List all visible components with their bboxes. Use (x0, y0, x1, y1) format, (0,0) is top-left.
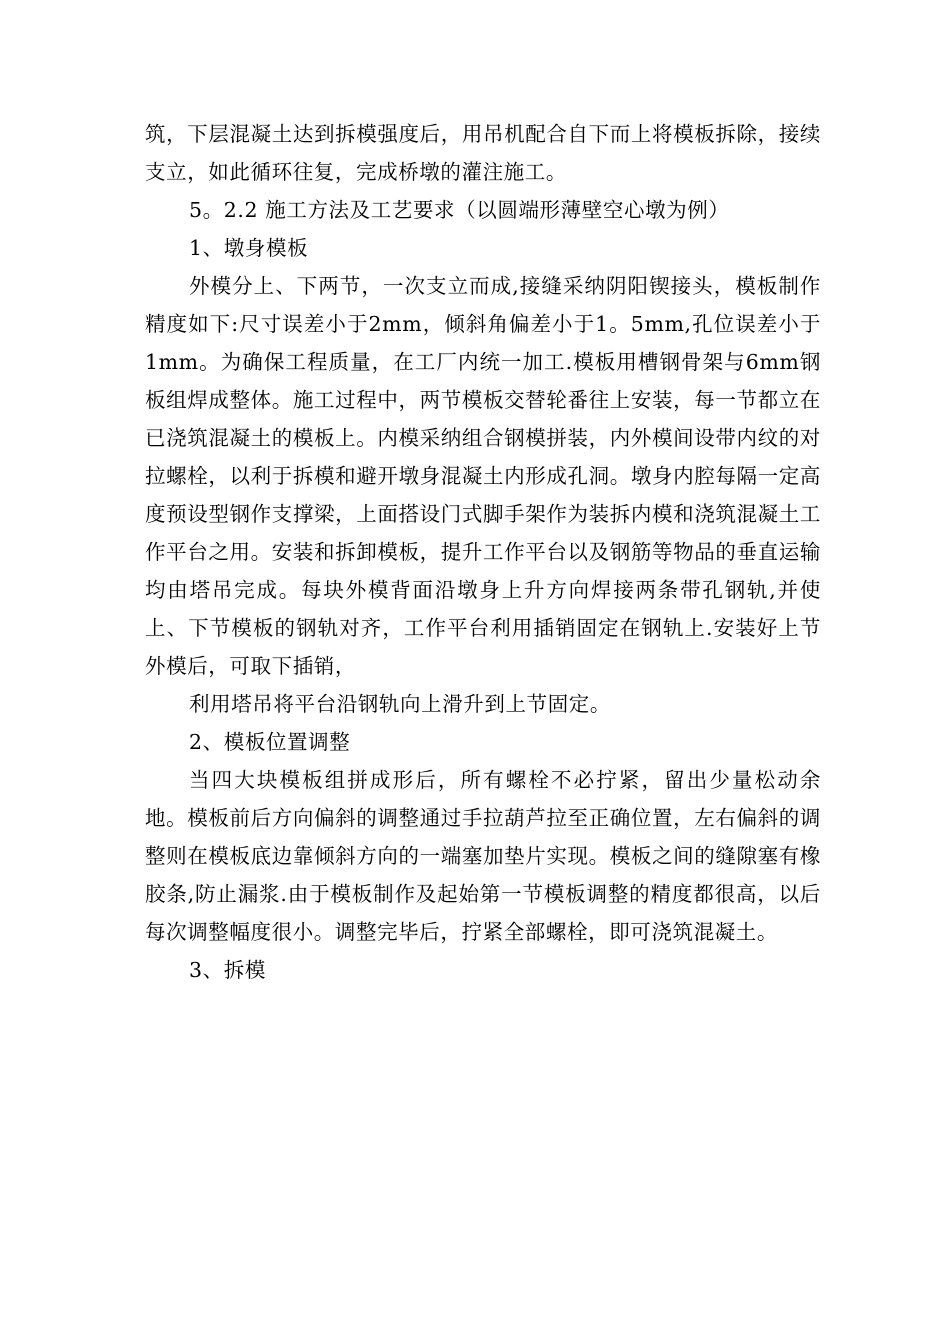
subsection-heading-formwork-adjustment: 2、模板位置调整 (189, 730, 351, 754)
subsection-heading-pier-formwork: 1、墩身模板 (189, 236, 309, 260)
subsection-heading-demolding: 3、拆模 (189, 958, 266, 982)
paragraph-outer-formwork: 外模分上、下两节，一次支立而成,接缝采纳阴阳锲接头，模板制作精度如下:尺寸误差小于2mm，倾斜角偏差小于1。5mm,孔位误差小于1mm。为确保工程质量，在工厂内统一加工.模板用槽钢骨架与6mm钢板组焊成整体。施工过程中，两节模板交替轮番往上安装，每一节都立在已浇筑混凝土的模板上。内模采纳组合钢模拼装，内外模间设带内纹的对拉螺栓，以利于拆模和避开墩身混凝土内形成孔洞。墩身内腔每隔一定高度预设型钢作支撑梁，上面搭设门式脚手架作为装拆内模和浇筑混凝土工作平台之用。安装和拆卸模板，提升工作平台以及钢筋等物品的垂直运输均由塔吊完成。每块外模背面沿墩身上升方向焊接两条带孔钢轨,并使上、下节模板的钢轨对齐，工作平台利用插销固定在钢轨上.安装好上节外模后，可取下插销， (145, 274, 821, 678)
paragraph-platform-lift: 利用塔吊将平台沿钢轨向上滑升到上节固定。 (189, 692, 611, 716)
document-body (145, 115, 821, 989)
paragraph-adjustment: 当四大块模板组拼成形后，所有螺栓不必拧紧，留出少量松动余地。模板前后方向偏斜的调整通过手拉葫芦拉至正确位置，左右偏斜的调整则在模板底边靠倾斜方向的一端塞加垫片实现。模板之间的缝隙塞有橡胶条,防止漏浆.由于模板制作及起始第一节模板调整的精度都很高，以后每次调整幅度很小。调整完毕后，拧紧全部螺栓，即可浇筑混凝土。 (145, 768, 821, 944)
paragraph-continuation: 筑，下层混凝土达到拆模强度后，用吊机配合自下而上将模板拆除，接续支立，如此循环往复，完成桥墩的灌注施工。 (145, 122, 821, 184)
section-heading-5-2-2: 5。2.2 施工方法及工艺要求（以圆端形薄壁空心墩为例） (189, 198, 730, 222)
